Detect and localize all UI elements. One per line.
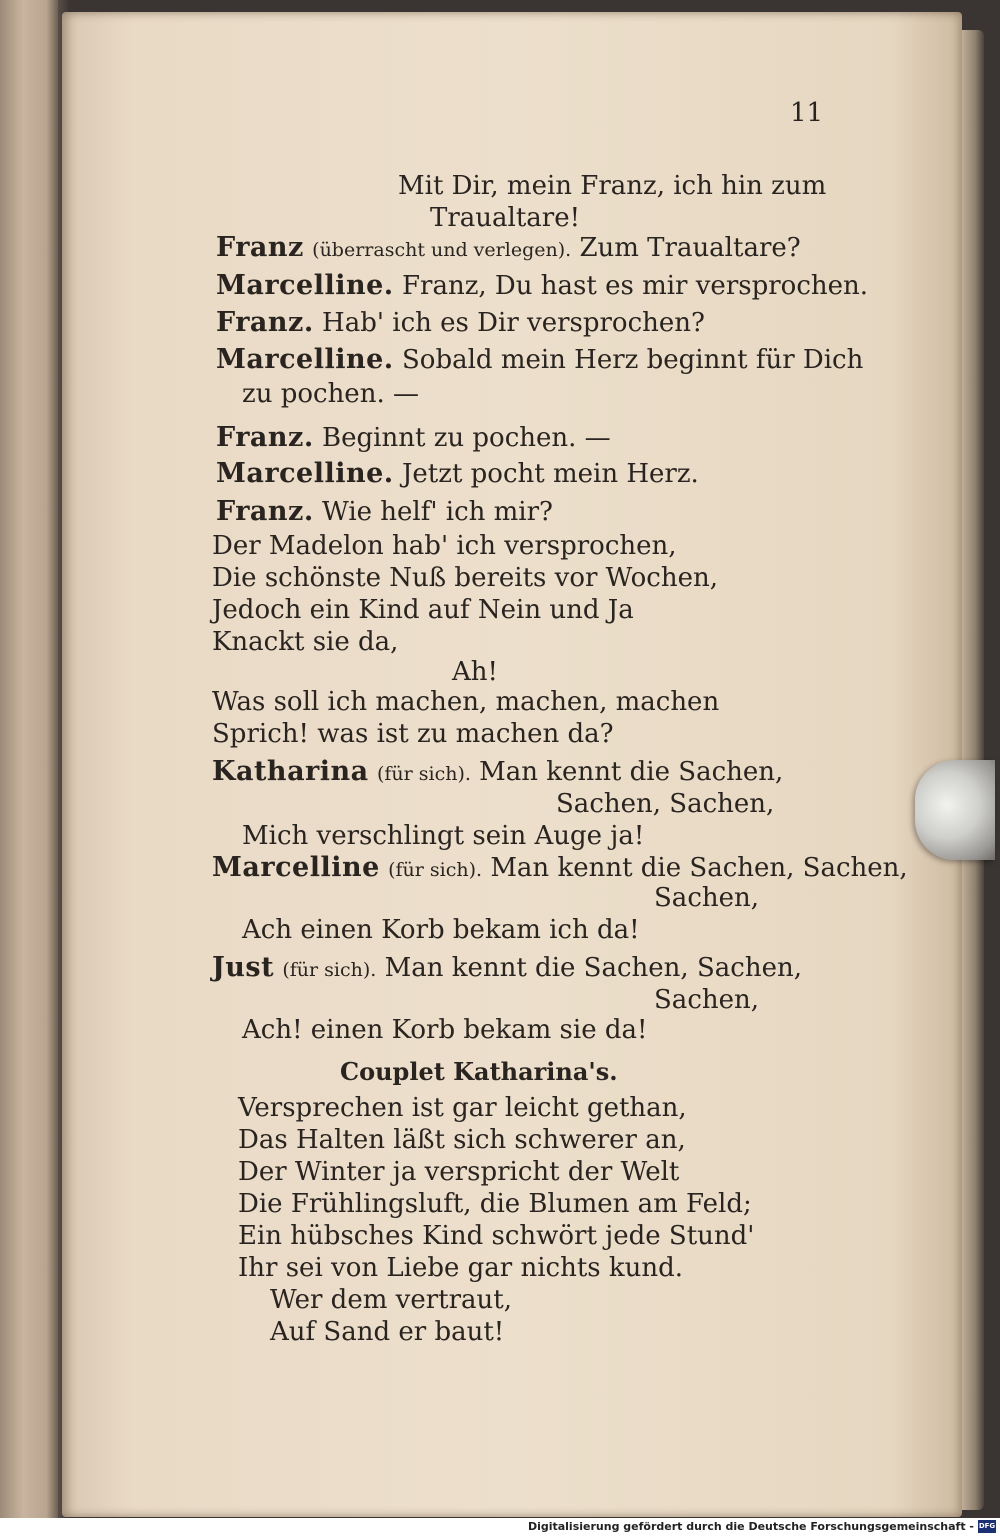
couplet-line: Der Winter ja verspricht der Welt	[238, 1157, 680, 1187]
dialogue-line	[216, 496, 553, 528]
dfg-logo-icon: DFG	[978, 1520, 996, 1533]
couplet-line: Ein hübsches Kind schwört jede Stund'	[238, 1221, 755, 1251]
stage-direction: (überrascht und verlegen).	[312, 239, 572, 261]
verse-line: Traualtare!	[430, 203, 581, 233]
verse-line: zu pochen. —	[242, 379, 419, 409]
dialogue-line	[212, 952, 802, 986]
couplet-line: Versprechen ist gar leicht gethan,	[238, 1093, 687, 1123]
dialogue-line	[216, 232, 801, 266]
verse-line: Mich verschlingt sein Auge ja!	[242, 821, 645, 851]
couplet-line: Die Frühlingsluft, die Blumen am Feld;	[238, 1189, 752, 1219]
verse-line: Sachen,	[654, 985, 760, 1015]
verse-line: Die schönste Nuß bereits vor Wochen,	[212, 563, 718, 593]
verse-line: Sachen, Sachen,	[556, 789, 775, 819]
verse-line: Sachen,	[654, 883, 760, 913]
spoken-text: Man kennt die Sachen, Sachen,	[490, 853, 908, 883]
verse-line: Mit Dir, mein Franz, ich hin zum	[398, 171, 827, 201]
spoken-text: Sobald mein Herz beginnt für Dich	[401, 345, 864, 375]
spoken-text: Beginnt zu pochen. —	[322, 423, 611, 453]
speaker-name: Just	[212, 952, 275, 983]
couplet-line: Wer dem vertraut,	[270, 1285, 512, 1315]
verse-line: Ach! einen Korb bekam sie da!	[242, 1015, 648, 1045]
footer-bar	[0, 1518, 1000, 1537]
spoken-text: Man kennt die Sachen, Sachen,	[384, 953, 802, 983]
spoken-text: Zum Traualtare?	[579, 233, 801, 263]
dialogue-line	[216, 270, 868, 302]
dialogue-line	[212, 756, 783, 790]
spoken-text: Man kennt die Sachen,	[479, 757, 784, 787]
dialogue-line	[216, 344, 863, 376]
speaker-name: Franz	[216, 232, 304, 263]
footer-credit: Digitalisierung gefördert durch die Deutsche Forschungsgemeinschaft -	[527, 1520, 974, 1533]
verse-line: Jedoch ein Kind auf Nein und Ja	[212, 595, 634, 625]
verse-line: Was soll ich machen, machen, machen	[212, 687, 720, 717]
dialogue-line	[216, 422, 611, 454]
couplet-line: Das Halten läßt sich schwerer an,	[238, 1125, 686, 1155]
page-clip	[915, 760, 995, 860]
verse-line: Ach einen Korb bekam ich da!	[242, 915, 640, 945]
dialogue-line	[216, 307, 705, 339]
couplet-line: Auf Sand er baut!	[270, 1317, 505, 1347]
speaker-name: Marcelline	[212, 852, 380, 883]
speaker-name: Katharina	[212, 756, 369, 787]
stage-direction: (für sich).	[282, 959, 377, 981]
couplet-line: Ihr sei von Liebe gar nichts kund.	[238, 1253, 684, 1283]
verse-line: Der Madelon hab' ich versprochen,	[212, 531, 677, 561]
verse-line: Knackt sie da,	[212, 627, 399, 657]
speaker-name: Franz.	[216, 307, 314, 338]
speaker-name: Franz.	[216, 422, 314, 453]
spoken-text: Hab' ich es Dir versprochen?	[322, 308, 705, 338]
page-number: 11	[790, 98, 824, 128]
spoken-text: Franz, Du hast es mir versprochen.	[401, 271, 869, 301]
speaker-name: Marcelline.	[216, 344, 394, 375]
spoken-text: Wie helf' ich mir?	[322, 497, 553, 527]
dialogue-line	[216, 458, 699, 490]
speaker-name: Marcelline.	[216, 270, 394, 301]
verse-line: Ah!	[452, 657, 498, 687]
stage-direction: (für sich).	[388, 859, 483, 881]
speaker-name: Franz.	[216, 496, 314, 527]
dialogue-line	[212, 852, 908, 886]
facing-page-edge	[0, 0, 58, 1537]
stage-direction: (für sich).	[376, 763, 471, 785]
couplet-title: Couplet Katharina's.	[340, 1057, 618, 1086]
speaker-name: Marcelline.	[216, 458, 394, 489]
verse-line: Sprich! was ist zu machen da?	[212, 719, 614, 749]
spoken-text: Jetzt pocht mein Herz.	[401, 459, 699, 489]
